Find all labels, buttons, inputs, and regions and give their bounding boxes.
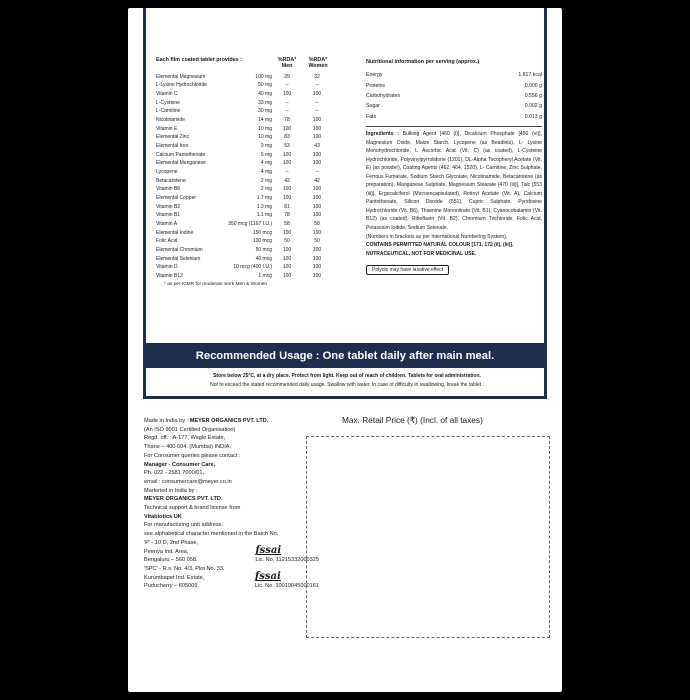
composition-row bbox=[156, 237, 332, 246]
rda-men: -- bbox=[285, 169, 289, 176]
nutrient-name: Betacarotene bbox=[156, 177, 186, 184]
manufacturer-info bbox=[144, 417, 319, 591]
rda-men: 100 bbox=[282, 255, 292, 262]
composition-row bbox=[156, 229, 332, 238]
nutrient-name: Lycopene bbox=[156, 169, 178, 176]
rda-men: 81 bbox=[284, 203, 290, 210]
composition-footnote: * as per ICMR for moderate work Men & Women bbox=[164, 281, 268, 287]
composition-row bbox=[156, 73, 332, 82]
iso-line: (An ISO 9001 Certified Organisation) bbox=[144, 426, 236, 433]
nutrient-name: Vitamin E bbox=[156, 125, 178, 132]
nutrient-amount: 50 mcg bbox=[255, 246, 272, 253]
rda-women: 100 bbox=[312, 255, 322, 262]
nutrient-amount: 1.1 mg bbox=[256, 212, 272, 219]
rda-women: 100 bbox=[312, 117, 322, 124]
nutrient-name: Calcium Pantothenate bbox=[156, 151, 206, 158]
nutrient-name: Elemental Manganese bbox=[156, 160, 206, 167]
composition-row bbox=[156, 151, 332, 160]
composition-row bbox=[156, 194, 332, 203]
nutrition-value: 0.002 g bbox=[524, 103, 542, 110]
made-in-india-line bbox=[144, 417, 319, 426]
license-1: Lic. No. 11215332000325 bbox=[255, 557, 319, 564]
nutrient-amount: 4 mg bbox=[260, 160, 272, 167]
rda-women: -- bbox=[315, 108, 319, 115]
composition-panel bbox=[156, 57, 334, 287]
nutrition-table bbox=[366, 70, 542, 122]
rda-women: 42 bbox=[314, 177, 320, 184]
nutrient-amount: 9 mg bbox=[260, 143, 272, 150]
mrp-print-area bbox=[306, 436, 550, 638]
composition-row bbox=[156, 185, 332, 194]
composition-row bbox=[156, 203, 332, 212]
product-label-sheet bbox=[128, 8, 562, 692]
unit-spc-line-1: 'SPC' - R.s. No. 4/3, Plot No. 33, bbox=[144, 565, 225, 572]
nutrient-name: Vitamin B2 bbox=[156, 203, 181, 210]
rda-men: 100 bbox=[282, 186, 292, 193]
rda-women-header: %RDA* Women bbox=[308, 57, 328, 70]
nutraceutical-note: NUTRACEUTICAL, NOT FOR MEDICINAL USE. bbox=[366, 250, 477, 257]
phone-line: Ph. 022 - 2581 7000/01, bbox=[144, 470, 205, 477]
rda-women: 32 bbox=[314, 73, 320, 80]
composition-row bbox=[156, 177, 332, 186]
rda-women: 100 bbox=[312, 246, 322, 253]
rda-women: -- bbox=[315, 99, 319, 106]
nutrient-name: Vitamin C bbox=[156, 91, 178, 98]
nutrition-row bbox=[366, 91, 542, 101]
mfg-line-2: see alphabetical character mentioned in the Batch No. bbox=[144, 531, 279, 538]
rda-women: 100 bbox=[312, 151, 322, 158]
rda-women: 50 bbox=[314, 238, 320, 245]
composition-row bbox=[156, 142, 332, 151]
nutrition-row bbox=[366, 70, 542, 80]
rda-men: 78 bbox=[284, 117, 290, 124]
nutrient-amount: 2 mg bbox=[260, 177, 272, 184]
rda-men: -- bbox=[285, 82, 289, 89]
nutrition-row bbox=[366, 101, 542, 111]
rda-men: 100 bbox=[282, 246, 292, 253]
rda-men: 100 bbox=[282, 195, 292, 201]
nutrient-name: Vitamin B12 bbox=[156, 272, 183, 279]
manager-line: Manager - Consumer Care, bbox=[144, 461, 216, 468]
rda-men: 100 bbox=[282, 151, 292, 158]
mrp-label: Max. Retail Price (₹) (Incl. of all taxes) bbox=[342, 415, 483, 425]
nutrient-amount: 1.3 mg bbox=[256, 203, 272, 210]
rda-men: 100 bbox=[282, 160, 292, 167]
made-company: MEYER ORGANICS PVT. LTD. bbox=[189, 418, 269, 424]
nutrition-panel bbox=[366, 59, 550, 276]
address-line-1: Regd. off. : A-177, Wagle Estate, bbox=[144, 435, 226, 442]
unit-p-block bbox=[144, 539, 319, 565]
rda-men: 100 bbox=[282, 125, 292, 132]
recommended-usage-band: Recommended Usage : One tablet daily after main meal. bbox=[143, 343, 547, 368]
nutrition-value: 1.817 kcal bbox=[518, 72, 542, 79]
nutrient-name: Nicotinamide bbox=[156, 117, 185, 124]
ingredients-label: Ingredients : bbox=[366, 130, 399, 137]
ingredients-text bbox=[366, 130, 542, 233]
queries-line: For Consumer queries please contact : bbox=[144, 452, 241, 459]
fssai-logo-2: fssai bbox=[254, 571, 281, 583]
nutrient-name: Elemental Copper bbox=[156, 195, 197, 201]
rda-men: 58 bbox=[284, 220, 290, 227]
rda-women: 100 bbox=[312, 125, 322, 132]
rda-men: 100 bbox=[282, 91, 292, 98]
nutrient-amount: 30 mg bbox=[258, 108, 272, 115]
fssai-logo-1: fssai bbox=[255, 545, 282, 557]
nutrient-amount: 33 mg bbox=[258, 99, 272, 106]
nutrient-amount: 40 mcg bbox=[255, 255, 272, 262]
nutrient-amount: 10 mg bbox=[258, 134, 272, 141]
nutrition-value: 0.013 g bbox=[524, 113, 542, 120]
composition-row bbox=[156, 159, 332, 168]
storage-instructions bbox=[152, 372, 542, 390]
composition-row bbox=[156, 272, 332, 281]
nutrition-value: 0.556 g bbox=[524, 92, 542, 99]
nutrient-name: Elemental Selenium bbox=[156, 255, 201, 262]
marketed-company: MEYER ORGANICS PVT. LTD. bbox=[144, 496, 223, 503]
rda-men: -- bbox=[285, 108, 289, 115]
composition-row bbox=[156, 116, 332, 125]
rda-men: 50 bbox=[284, 238, 290, 245]
license-2: Lic. No. 10019045000161 bbox=[254, 583, 319, 590]
rda-women: -- bbox=[315, 169, 319, 176]
rda-women: 58 bbox=[314, 220, 320, 227]
unit-spc-line-2: Kurumbapet Ind. Estate, bbox=[144, 574, 205, 581]
unit-p-line-3: Bengaluru – 560 058. bbox=[144, 557, 198, 564]
nutrient-amount: 40 mg bbox=[258, 91, 272, 98]
composition-title: Each film coated tablet provides : bbox=[156, 57, 242, 63]
rda-women: 100 bbox=[312, 160, 322, 167]
nutrient-name: Elemental Magnesium bbox=[156, 73, 206, 80]
nutrition-row bbox=[366, 80, 542, 90]
nutrient-amount: 10 mcg (400 I.U.) bbox=[233, 264, 272, 271]
unit-p-line-2: Peenya Ind. Area, bbox=[144, 548, 189, 555]
rda-men: 42 bbox=[284, 177, 290, 184]
nutrient-name: Folic Acid bbox=[156, 238, 178, 245]
nutrient-name: Vitamin B1 bbox=[156, 212, 181, 219]
rda-men: 29 bbox=[284, 73, 290, 80]
rda-women: 100 bbox=[312, 264, 322, 271]
composition-table bbox=[156, 73, 332, 281]
nutrient-name: Vitamin D bbox=[156, 264, 178, 271]
nutrient-amount: 100 mg bbox=[255, 73, 272, 80]
numbering-note: (Numbers in brackets as per International Numbering System). bbox=[366, 233, 508, 240]
rda-men: -- bbox=[285, 99, 289, 106]
nutrient-name: Elemental Iron bbox=[156, 143, 189, 150]
composition-header bbox=[156, 57, 334, 70]
nutrient-name: Elemental Iodine bbox=[156, 229, 194, 236]
nutrient-amount: 350 mcg (1167 I.U.) bbox=[228, 220, 272, 227]
rda-men: 100 bbox=[282, 264, 292, 271]
composition-row bbox=[156, 133, 332, 142]
nutrition-name: Carbohydrates bbox=[366, 92, 401, 99]
nutrition-name: Fats bbox=[366, 113, 377, 120]
nutrient-amount: 1.7 mg bbox=[256, 195, 272, 201]
rda-women: 100 bbox=[312, 212, 322, 219]
composition-row bbox=[156, 99, 332, 108]
rda-women: 100 bbox=[312, 186, 322, 193]
nutrient-amount: 5 mg bbox=[260, 151, 272, 158]
ingredients-body: Bulking Agent [460 (i)], Dicalcium Phosphate [450 (vi)], Magnesium Oxide, Maize Starch, Lycopene (as Beadlets), L- Lysine Monohydrochloride, L Ascorbic Acid (Vit. C) (as coated), L-Cysteine Hydrochloride, Polyvinylpyrrolidone (1201), DL-Alpha Tocopheryl Acetate (Vit. E) (as powder), Coating Agents (462, 464, 1520), L- Carnitine, Zinc Sulphate, Ferrous Fumarate, Sodium Starch Glycolate, Nicotinamide, Betacarotene (as preparation), Manganese Sulphate, Magnesium Stearate [470 (iii)], Talc [553 (iii)], Ergocalciferol (Microencapsulated), Retinyl Acetate (Vit. A), Calcium Pantothenate, Silicon Dioxide (551), Cupric Sulphate, Pyridoxine Hydrochloride (Vit. B6), Thiamine Mononitrate (Vit. B1), Cyanocobalamin (Vit. B12) (as coated), Riboflavin (Vit. B2), Chromium Trichloride, Folic Acid, Potassium Iodide, Sodium Selenate. bbox=[366, 130, 542, 231]
composition-row bbox=[156, 107, 332, 116]
label-frame bbox=[143, 8, 547, 399]
email-line: email : consumercare@meyer.co.in bbox=[144, 478, 232, 485]
rda-men: 100 bbox=[282, 272, 292, 279]
address-line-2: Thane – 400 604. (Mumbai) INDIA. bbox=[144, 444, 232, 451]
composition-row bbox=[156, 246, 332, 255]
nutrient-name: Vitamin B6 bbox=[156, 186, 181, 193]
nutrient-name: L-Carnitine bbox=[156, 108, 181, 115]
nutrient-amount: 1 mcg bbox=[258, 272, 272, 279]
tech-support-company: Vitabiotics UK bbox=[144, 513, 182, 520]
composition-row bbox=[156, 255, 332, 264]
composition-row bbox=[156, 220, 332, 229]
mfg-line-1: For manufacturing unit address, bbox=[144, 522, 223, 529]
nutrition-row bbox=[366, 112, 542, 122]
colour-note: CONTAINS PERMITTED NATURAL COLOUR [171, 172 (ii), (iii)]. bbox=[366, 242, 514, 249]
nutrient-amount: 150 mcg bbox=[252, 229, 272, 236]
unit-spc-line-3: Puducherry – 605009. bbox=[144, 583, 200, 590]
rda-men: 83 bbox=[284, 134, 290, 141]
composition-row bbox=[156, 90, 332, 99]
divider bbox=[366, 126, 542, 127]
nutrient-amount: 14 mg bbox=[258, 117, 272, 124]
composition-row bbox=[156, 211, 332, 220]
nutrient-amount: 50 mg bbox=[258, 82, 272, 89]
unit-p-line-1: 'P' - 10 D, 2nd Phase, bbox=[144, 539, 199, 546]
nutrition-name: Sugar bbox=[366, 103, 380, 110]
rda-women: -- bbox=[315, 82, 319, 89]
nutrient-name: Elemental Zinc bbox=[156, 134, 190, 141]
rda-women: 100 bbox=[312, 229, 322, 236]
nutrition-name: Energy bbox=[366, 72, 383, 79]
rda-women: 100 bbox=[312, 134, 322, 141]
rda-women: 100 bbox=[312, 91, 322, 98]
composition-row bbox=[156, 81, 332, 90]
nutrition-name: Proteins bbox=[366, 82, 386, 89]
unit-spc-block bbox=[144, 565, 319, 591]
rda-women: 100 bbox=[312, 272, 322, 279]
tech-support-line: Technical support & brand license from bbox=[144, 505, 241, 512]
rda-men: 53 bbox=[284, 143, 290, 150]
nutrient-name: Elemental Chromium bbox=[156, 246, 203, 253]
rda-men: 78 bbox=[284, 212, 290, 219]
storage-line-1: Store below 25°C, at a dry place. Protect from light. Keep out of reach of children. Tablets for oral administration. bbox=[213, 373, 481, 379]
nutrient-amount: 4 mg bbox=[260, 169, 272, 176]
polyols-warning-box: Polyols may have laxative effect bbox=[366, 265, 449, 275]
rda-women: 100 bbox=[312, 203, 322, 210]
nutrition-title: Nutritional Information per serving (approx.) bbox=[366, 59, 480, 65]
nutrient-name: Vitamin A bbox=[156, 220, 178, 227]
rda-men-header: %RDA* Men bbox=[277, 57, 297, 70]
made-prefix: Made in India by : bbox=[144, 418, 189, 424]
nutrient-amount: 100 mcg bbox=[252, 238, 272, 245]
rda-women: 100 bbox=[312, 195, 322, 201]
composition-row bbox=[156, 168, 332, 177]
composition-row bbox=[156, 263, 332, 272]
composition-row bbox=[156, 125, 332, 134]
nutrient-amount: 10 mg bbox=[258, 125, 272, 132]
storage-line-2: Not to exceed the stated recommended daily usage. Swallow with water. In case of difficulty in swallowing, break the tablet . bbox=[210, 382, 484, 388]
rda-women: 43 bbox=[314, 143, 320, 150]
rda-men: 100 bbox=[282, 229, 292, 236]
nutrient-amount: 2 mg bbox=[260, 186, 272, 193]
nutrient-name: L-Lysine Hydrochloride bbox=[156, 82, 207, 89]
nutrition-value: 0.000 g bbox=[524, 82, 542, 89]
marketed-line: Marketed in India by : bbox=[144, 487, 198, 494]
nutrient-name: L-Cysteine bbox=[156, 99, 180, 106]
